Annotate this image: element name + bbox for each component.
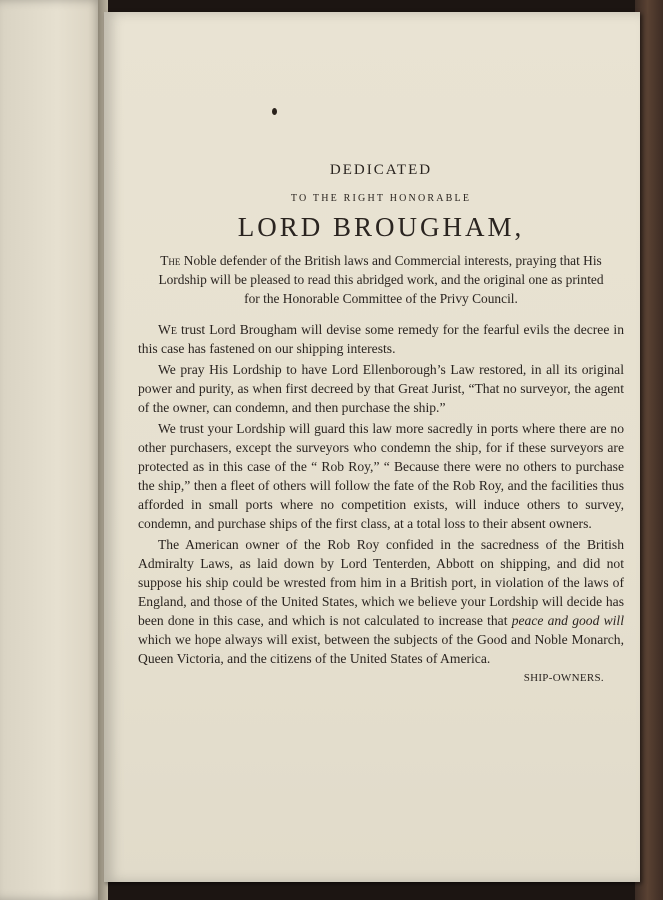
paragraph-1-lead: We	[158, 322, 177, 337]
heading-to-right-honorable: TO THE RIGHT HONORABLE	[290, 193, 472, 204]
paragraph-1	[138, 320, 624, 358]
dedication-lead-word: The	[160, 253, 181, 268]
dedication-body: Noble defender of the British laws and Commercial interests, praying that His Lordship will be pleased to read this abridged work, and the original one as printed for the Honorable Committee of the Privy Council.	[158, 253, 604, 306]
ink-spot	[272, 108, 277, 115]
paragraph-4-body-b: which we hope always will exist, between the subjects of the Good and Noble Monarch, Queen Victoria, and the citizens of the United States of America.	[138, 632, 624, 666]
facing-page	[0, 0, 104, 900]
heading-lord-name: LORD BROUGHAM,	[237, 212, 525, 242]
paragraph-4	[138, 535, 624, 668]
paragraph-4-body-a: The American owner of the Rob Roy confided in the sacredness of the British Admiralty Laws, as laid down by Lord Tenterden, Abbott on shipping, and did not suppose his ship could be wrested from him in a British port, in violation of the laws of England, and those of the United States, which we believe your Lordship will decide has been done in this case, and which is not calculated to increase that	[138, 537, 624, 628]
dedication-text	[138, 162, 624, 684]
heading-dedicated: DEDICATED	[329, 162, 433, 178]
signature: SHIP-OWNERS.	[523, 672, 604, 684]
dedication-statement	[156, 251, 606, 308]
book-page	[104, 12, 640, 882]
paragraph-4-italic: peace and good will	[511, 613, 624, 628]
paragraph-2: We pray His Lordship to have Lord Ellenborough’s Law restored, in all its original power and purity, as when first decreed by that Great Jurist, “That no surveyor, the agent of the owner, can condemn, and then purchase the ship.”	[138, 362, 624, 415]
paragraph-3: We trust your Lordship will guard this law more sacredly in ports where there are no other purchasers, except the surveyors who condemn the ship, for if these surveyors are protected as in this case of the “ Rob Roy,” “ Because there were no others to purchase the ship,” then a fleet of others will follow the fate of the Rob Roy, and the facilities thus afforded in small ports where no competition exists, will induce others to survey, condemn, and purchase ships of the first class, at a total loss to their absent owners.	[138, 421, 624, 531]
paragraph-1-body: trust Lord Brougham will devise some remedy for the fearful evils the decree in this case has fastened on our shipping interests.	[138, 322, 625, 356]
